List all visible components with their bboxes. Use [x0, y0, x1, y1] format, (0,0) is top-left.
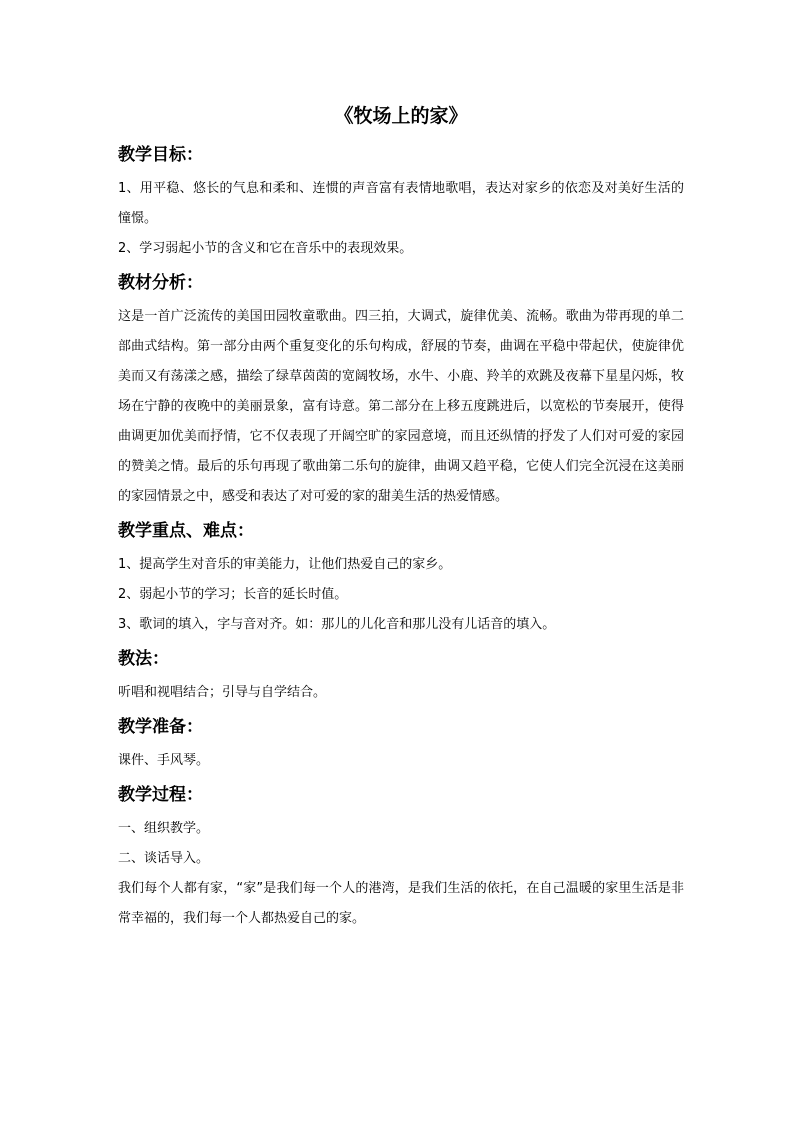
heading-teaching-process: 教学过程： — [118, 785, 203, 805]
process-step-2: 二、谈话导入。 — [118, 851, 210, 866]
key-point-item-3: 3、歌词的填入，字与音对齐。如：那儿的儿化音和那儿没有儿话音的填入。 — [118, 617, 556, 632]
heading-material-analysis: 教材分析： — [118, 273, 203, 293]
teaching-preparation-text: 课件、手风琴。 — [118, 753, 210, 768]
heading-teaching-methods: 教法： — [118, 649, 169, 669]
key-point-item-1: 1、提高学生对音乐的审美能力，让他们热爱自己的家乡。 — [118, 557, 452, 572]
heading-key-points: 教学重点、难点： — [118, 521, 254, 541]
heading-teaching-goals: 教学目标： — [118, 145, 203, 165]
process-step-1: 一、组织教学。 — [118, 821, 210, 836]
document-page — [118, 96, 684, 934]
goal-item-2: 2、学习弱起小节的含义和它在音乐中的表现效果。 — [118, 241, 413, 256]
document-title: 《牧场上的家》 — [334, 105, 468, 127]
key-point-item-2: 2、弱起小节的学习；长音的延长时值。 — [118, 587, 348, 602]
process-intro-text: 我们每个人都有家，“家”是我们每一个人的港湾，是我们生活的依托，在自己温暖的家里生活是非常幸福的，我们每一个人都热爱自己的家。 — [118, 881, 684, 926]
teaching-methods-text: 听唱和视唱结合；引导与自学结合。 — [118, 685, 327, 700]
heading-teaching-preparation: 教学准备： — [118, 717, 203, 737]
material-analysis-text: 这是一首广泛流传的美国田园牧童歌曲。四三拍，大调式，旋律优美、流畅。歌曲为带再现的单二部曲式结构。第一部分由两个重复变化的乐句构成，舒展的节奏，曲调在平稳中带起伏，使旋律优美而又有荡漾之感，描绘了绿草茵茵的宽阔牧场，水牛、小鹿、羚羊的欢跳及夜幕下星星闪烁，牧场在宁静的夜晚中的美丽景象，富有诗意。第二部分在上移五度跳进后，以宽松的节奏展开，使得曲调更加优美而抒情，它不仅表现了开阔空旷的家园意境，而且还纵情的抒发了人们对可爱的家园的赞美之情。最后的乐句再现了歌曲第二乐句的旋律，曲调又趋平稳，它使人们完全沉浸在这美丽的家园情景之中，感受和表达了对可爱的家的甜美生活的热爱情感。 — [118, 309, 684, 504]
goal-item-1: 1、用平稳、悠长的气息和柔和、连惯的声音富有表情地歌唱，表达对家乡的依恋及对美好生活的憧憬。 — [118, 181, 684, 226]
